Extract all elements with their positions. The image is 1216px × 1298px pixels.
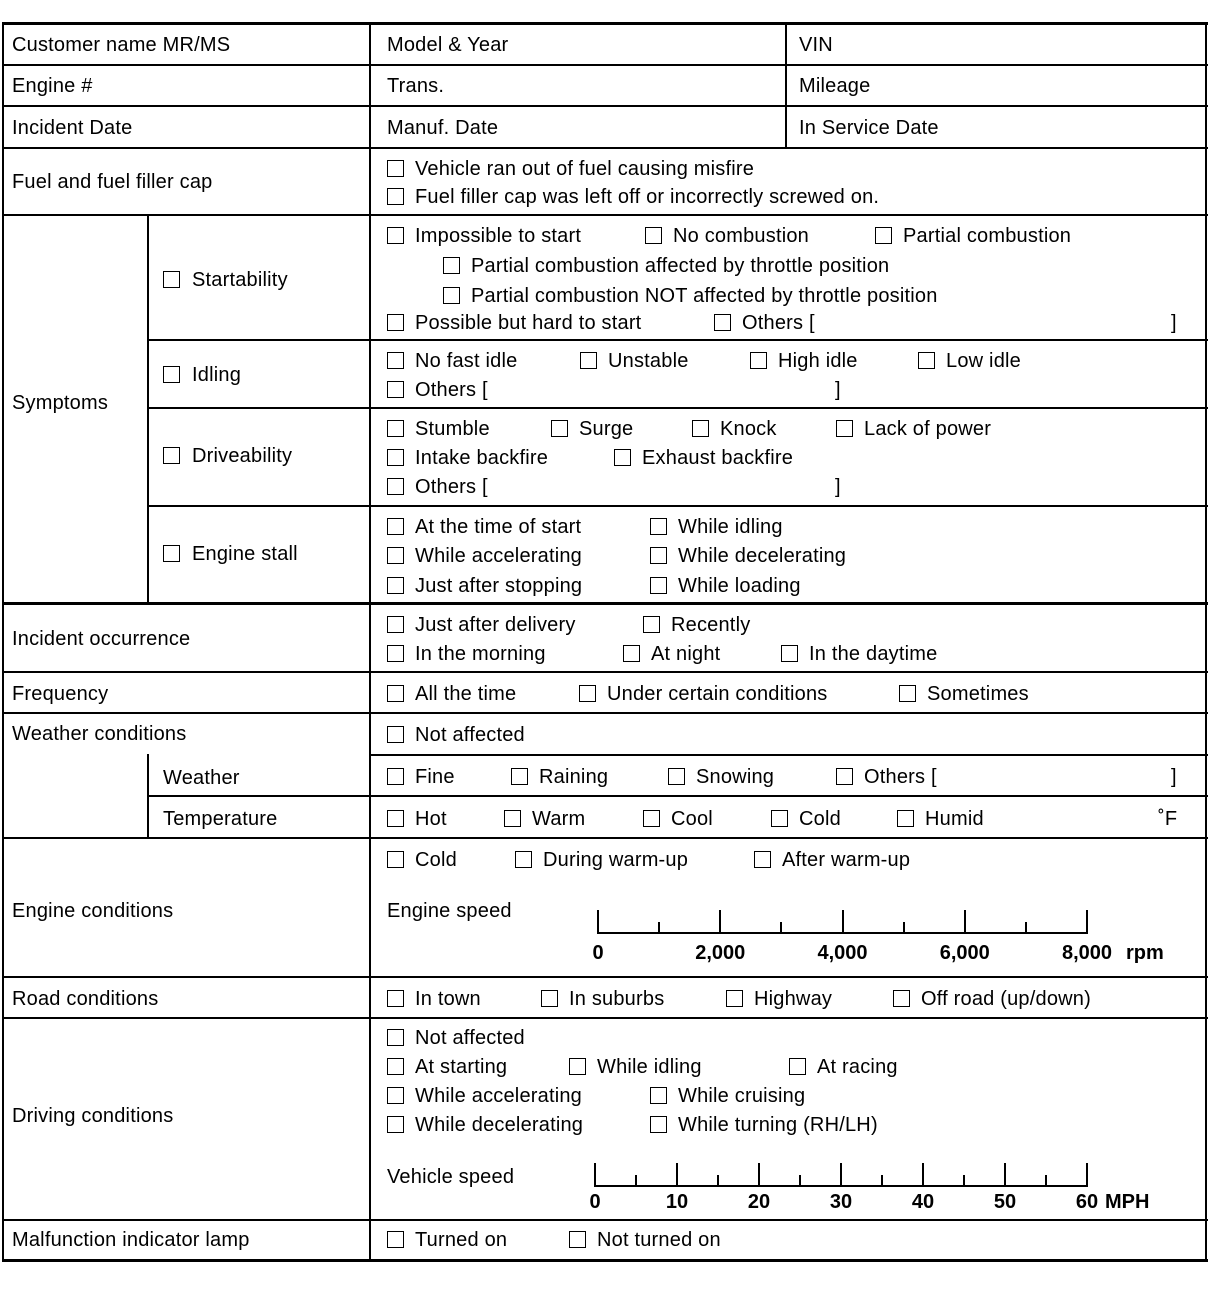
scale-major-tick bbox=[1086, 1163, 1088, 1185]
scale-major-tick bbox=[964, 910, 966, 932]
option-label: Humid bbox=[925, 808, 984, 830]
driving-conditions-label: Driving conditions bbox=[12, 1105, 174, 1127]
engine-stall-checkbox[interactable] bbox=[163, 545, 180, 562]
checkbox[interactable] bbox=[650, 1116, 667, 1133]
row-divider bbox=[2, 837, 1208, 839]
checkbox[interactable] bbox=[836, 420, 853, 437]
option-label: While accelerating bbox=[415, 1085, 583, 1107]
checkbox[interactable] bbox=[692, 420, 709, 437]
checkbox[interactable] bbox=[650, 547, 667, 564]
engine-stall-label: Engine stall bbox=[192, 543, 298, 565]
in-service-date-label: In Service Date bbox=[799, 117, 939, 139]
option-label: Low idle bbox=[946, 350, 1021, 372]
vin-label: VIN bbox=[799, 34, 833, 56]
option-label: Exhaust backfire bbox=[642, 447, 794, 469]
option-label: Possible but hard to start bbox=[415, 312, 642, 334]
scale-minor-tick bbox=[963, 1175, 965, 1185]
option-label: Knock bbox=[720, 418, 777, 440]
scale-minor-tick bbox=[799, 1175, 801, 1185]
scale-tick-label: 4,000 bbox=[817, 942, 868, 964]
checkbox[interactable] bbox=[714, 314, 731, 331]
col-divider bbox=[785, 22, 787, 148]
scale-major-tick bbox=[594, 1163, 596, 1185]
option-label: Off road (up/down) bbox=[921, 988, 1091, 1010]
checkbox[interactable] bbox=[515, 851, 532, 868]
option-label: Fuel filler cap was left off or incorrectly screwed on. bbox=[415, 186, 880, 208]
col-divider bbox=[147, 214, 149, 604]
option-label: Just after delivery bbox=[415, 614, 576, 636]
checkbox[interactable] bbox=[387, 420, 404, 437]
scale-major-tick bbox=[758, 1163, 760, 1185]
checkbox[interactable] bbox=[387, 645, 404, 662]
row-divider bbox=[2, 105, 1208, 107]
option-label: At the time of start bbox=[415, 516, 582, 538]
driveability-label: Driveability bbox=[192, 445, 293, 467]
scale-major-tick bbox=[597, 910, 599, 932]
scale-tick-label: 6,000 bbox=[939, 942, 990, 964]
checkbox[interactable] bbox=[387, 478, 404, 495]
option-label: In the daytime bbox=[809, 643, 938, 665]
scale-unit-label: rpm bbox=[1126, 942, 1164, 964]
scale-tick-label: 2,000 bbox=[695, 942, 746, 964]
checkbox[interactable] bbox=[643, 810, 660, 827]
option-label: Under certain conditions bbox=[607, 683, 828, 705]
weather-label: Weather bbox=[163, 767, 240, 789]
checkbox[interactable] bbox=[754, 851, 771, 868]
option-label: Raining bbox=[539, 766, 609, 788]
checkbox[interactable] bbox=[918, 352, 935, 369]
checkbox[interactable] bbox=[443, 257, 460, 274]
scale-tick-label: 40 bbox=[911, 1191, 935, 1213]
option-label: Lack of power bbox=[864, 418, 992, 440]
row-divider bbox=[148, 407, 1208, 409]
checkbox[interactable] bbox=[569, 1058, 586, 1075]
col-divider bbox=[147, 754, 149, 838]
scale-tick-label: 10 bbox=[665, 1191, 689, 1213]
checkbox[interactable] bbox=[650, 518, 667, 535]
option-label: Vehicle ran out of fuel causing misfire bbox=[415, 158, 755, 180]
checkbox[interactable] bbox=[387, 616, 404, 633]
engine-conditions-label: Engine conditions bbox=[12, 900, 174, 922]
checkbox[interactable] bbox=[443, 287, 460, 304]
option-label: While idling bbox=[597, 1056, 702, 1078]
checkbox[interactable] bbox=[387, 160, 404, 177]
engine-speed-label: Engine speed bbox=[387, 900, 512, 922]
option-label: Hot bbox=[415, 808, 447, 830]
option-label: Cold bbox=[415, 849, 457, 871]
checkbox[interactable] bbox=[789, 1058, 806, 1075]
checkbox[interactable] bbox=[387, 547, 404, 564]
option-label: Sometimes bbox=[927, 683, 1029, 705]
checkbox[interactable] bbox=[387, 577, 404, 594]
scale-tick-label: 30 bbox=[829, 1191, 853, 1213]
checkbox[interactable] bbox=[387, 1116, 404, 1133]
mileage-label: Mileage bbox=[799, 75, 871, 97]
option-label: While idling bbox=[678, 516, 783, 538]
row-divider bbox=[148, 339, 1208, 341]
scale-tick-label: 50 bbox=[993, 1191, 1017, 1213]
scale-minor-tick bbox=[1045, 1175, 1047, 1185]
fuel-label: Fuel and fuel filler cap bbox=[12, 171, 213, 193]
checkbox[interactable] bbox=[387, 188, 404, 205]
scale-major-tick bbox=[1004, 1163, 1006, 1185]
option-label: After warm-up bbox=[782, 849, 911, 871]
scale-tick-label: 8,000 bbox=[1061, 942, 1113, 964]
row-divider bbox=[2, 64, 1208, 66]
row-divider bbox=[2, 147, 1208, 149]
scale-minor-tick bbox=[717, 1175, 719, 1185]
startability-label: Startability bbox=[192, 269, 288, 291]
option-label: While accelerating bbox=[415, 545, 583, 567]
weather-conditions-label: Weather conditions bbox=[12, 723, 187, 745]
option-label: In suburbs bbox=[569, 988, 665, 1010]
option-label: Unstable bbox=[608, 350, 689, 372]
checkbox[interactable] bbox=[387, 352, 404, 369]
option-label: At starting bbox=[415, 1056, 508, 1078]
scale-minor-tick bbox=[635, 1175, 637, 1185]
option-label: In town bbox=[415, 988, 481, 1010]
row-divider bbox=[2, 214, 1208, 216]
option-label: High idle bbox=[778, 350, 858, 372]
option-label: While loading bbox=[678, 575, 801, 597]
row-divider bbox=[2, 1017, 1208, 1019]
option-label: Partial combustion affected by throttle position bbox=[471, 255, 890, 277]
option-label: At night bbox=[651, 643, 721, 665]
option-label: Not affected bbox=[415, 1027, 525, 1049]
row-divider bbox=[148, 505, 1208, 507]
option-label: All the time bbox=[415, 683, 517, 705]
customer-name-label: Customer name MR/MS bbox=[12, 34, 231, 56]
checkbox[interactable] bbox=[387, 1087, 404, 1104]
option-label: Recently bbox=[671, 614, 751, 636]
checkbox[interactable] bbox=[387, 227, 404, 244]
checkbox[interactable] bbox=[387, 449, 404, 466]
checkbox[interactable] bbox=[836, 768, 853, 785]
option-label: Others [ bbox=[415, 379, 488, 401]
startability-checkbox[interactable] bbox=[163, 271, 180, 288]
option-label: Cool bbox=[671, 808, 713, 830]
frequency-label: Frequency bbox=[12, 683, 109, 705]
temperature-unit: ˚F bbox=[1158, 808, 1178, 830]
row-divider bbox=[370, 754, 1208, 756]
checkbox[interactable] bbox=[875, 227, 892, 244]
scale-major-tick bbox=[840, 1163, 842, 1185]
incident-date-label: Incident Date bbox=[12, 117, 133, 139]
vehicle-speed-label: Vehicle speed bbox=[387, 1166, 515, 1188]
checkbox[interactable] bbox=[893, 990, 910, 1007]
option-label: Warm bbox=[532, 808, 586, 830]
mil-label: Malfunction indicator lamp bbox=[12, 1229, 250, 1251]
row-divider bbox=[2, 1219, 1208, 1221]
checkbox[interactable] bbox=[387, 314, 404, 331]
checkbox[interactable] bbox=[551, 420, 568, 437]
scale-tick-label: 60 bbox=[1075, 1191, 1099, 1213]
option-label: Intake backfire bbox=[415, 447, 549, 469]
checkbox[interactable] bbox=[650, 1087, 667, 1104]
checkbox[interactable] bbox=[897, 810, 914, 827]
checkbox[interactable] bbox=[511, 768, 528, 785]
option-label: Others [ bbox=[864, 766, 937, 788]
checkbox[interactable] bbox=[504, 810, 521, 827]
option-label: While decelerating bbox=[678, 545, 847, 567]
checkbox[interactable] bbox=[387, 685, 404, 702]
border-left bbox=[2, 22, 4, 1262]
option-label: While cruising bbox=[678, 1085, 806, 1107]
option-label: Others [ bbox=[415, 476, 488, 498]
checkbox[interactable] bbox=[387, 810, 404, 827]
option-label: Stumble bbox=[415, 418, 490, 440]
incident-occurrence-label: Incident occurrence bbox=[12, 628, 191, 650]
option-label: Others [ bbox=[742, 312, 815, 334]
option-label: Fine bbox=[415, 766, 455, 788]
idling-checkbox[interactable] bbox=[163, 366, 180, 383]
option-label: During warm-up bbox=[543, 849, 689, 871]
row-divider bbox=[2, 976, 1208, 978]
checkbox[interactable] bbox=[645, 227, 662, 244]
scale-unit-label: MPH bbox=[1105, 1191, 1150, 1213]
symptoms-label: Symptoms bbox=[12, 392, 109, 414]
scale-minor-tick bbox=[903, 922, 905, 932]
scale-axis-line bbox=[594, 1185, 1088, 1187]
engine-number-label: Engine # bbox=[12, 75, 93, 97]
checkbox[interactable] bbox=[750, 352, 767, 369]
bracket-close: ] bbox=[835, 379, 841, 401]
option-label: No combustion bbox=[673, 225, 809, 247]
checkbox[interactable] bbox=[614, 449, 631, 466]
bracket-close: ] bbox=[835, 476, 841, 498]
option-label: In the morning bbox=[415, 643, 546, 665]
manuf-date-label: Manuf. Date bbox=[387, 117, 499, 139]
row-divider bbox=[2, 602, 1208, 605]
checkbox[interactable] bbox=[771, 810, 788, 827]
option-label: Not affected bbox=[415, 724, 525, 746]
checkbox[interactable] bbox=[623, 645, 640, 662]
bracket-close: ] bbox=[1171, 766, 1177, 788]
col-divider bbox=[369, 22, 371, 1262]
border-top bbox=[2, 22, 1208, 25]
option-label: No fast idle bbox=[415, 350, 518, 372]
checkbox[interactable] bbox=[899, 685, 916, 702]
row-divider bbox=[2, 712, 1208, 714]
checkbox[interactable] bbox=[387, 1058, 404, 1075]
scale-major-tick bbox=[922, 1163, 924, 1185]
checkbox[interactable] bbox=[387, 990, 404, 1007]
border-bottom bbox=[2, 1259, 1208, 1262]
idling-label: Idling bbox=[192, 364, 242, 386]
scale-tick-label: 0 bbox=[592, 942, 604, 964]
checkbox[interactable] bbox=[387, 518, 404, 535]
checkbox[interactable] bbox=[726, 990, 743, 1007]
scale-tick-label: 0 bbox=[589, 1191, 601, 1213]
checkbox[interactable] bbox=[668, 768, 685, 785]
scale-major-tick bbox=[676, 1163, 678, 1185]
checkbox[interactable] bbox=[387, 1231, 404, 1248]
checkbox[interactable] bbox=[387, 726, 404, 743]
option-label: Snowing bbox=[696, 766, 775, 788]
checkbox[interactable] bbox=[387, 768, 404, 785]
row-divider bbox=[148, 795, 1208, 797]
option-label: Highway bbox=[754, 988, 833, 1010]
checkbox[interactable] bbox=[650, 577, 667, 594]
checkbox[interactable] bbox=[579, 685, 596, 702]
checkbox[interactable] bbox=[580, 352, 597, 369]
model-year-label: Model & Year bbox=[387, 34, 509, 56]
checkbox[interactable] bbox=[643, 616, 660, 633]
road-conditions-label: Road conditions bbox=[12, 988, 159, 1010]
scale-minor-tick bbox=[1025, 922, 1027, 932]
scale-minor-tick bbox=[881, 1175, 883, 1185]
scale-minor-tick bbox=[658, 922, 660, 932]
checkbox[interactable] bbox=[781, 645, 798, 662]
option-label: While decelerating bbox=[415, 1114, 584, 1136]
option-label: While turning (RH/LH) bbox=[678, 1114, 878, 1136]
border-right bbox=[1205, 22, 1207, 1262]
option-label: Impossible to start bbox=[415, 225, 582, 247]
checkbox[interactable] bbox=[387, 851, 404, 868]
trans-label: Trans. bbox=[387, 75, 445, 97]
option-label: Turned on bbox=[415, 1229, 508, 1251]
option-label: Not turned on bbox=[597, 1229, 721, 1251]
bracket-close: ] bbox=[1171, 312, 1177, 334]
scale-tick-label: 20 bbox=[747, 1191, 771, 1213]
scale-major-tick bbox=[1086, 910, 1088, 932]
checkbox[interactable] bbox=[387, 1029, 404, 1046]
option-label: Partial combustion bbox=[903, 225, 1072, 247]
temperature-label: Temperature bbox=[163, 808, 278, 830]
checkbox[interactable] bbox=[387, 381, 404, 398]
scale-major-tick bbox=[719, 910, 721, 932]
option-label: Cold bbox=[799, 808, 841, 830]
scale-minor-tick bbox=[780, 922, 782, 932]
checkbox[interactable] bbox=[541, 990, 558, 1007]
row-divider bbox=[2, 671, 1208, 673]
driveability-checkbox[interactable] bbox=[163, 447, 180, 464]
scale-major-tick bbox=[842, 910, 844, 932]
option-label: At racing bbox=[817, 1056, 898, 1078]
option-label: Just after stopping bbox=[415, 575, 583, 597]
option-label: Surge bbox=[579, 418, 634, 440]
checkbox[interactable] bbox=[569, 1231, 586, 1248]
scale-axis-line bbox=[597, 932, 1088, 934]
option-label: Partial combustion NOT affected by throttle position bbox=[471, 285, 938, 307]
